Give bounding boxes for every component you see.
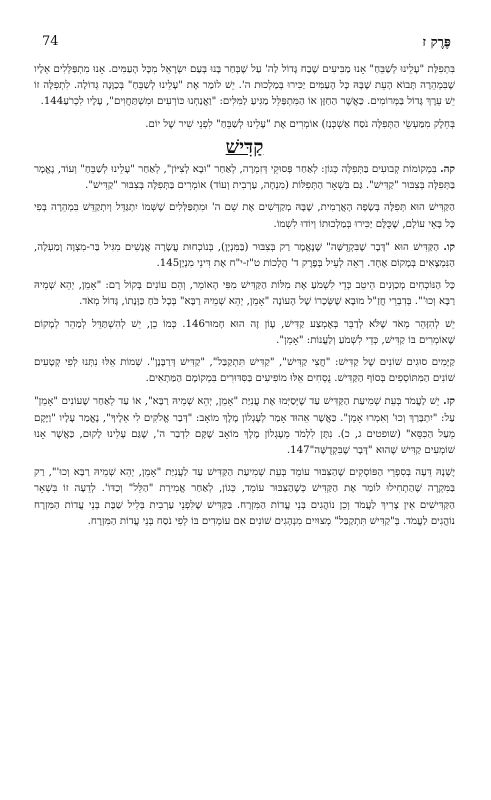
- page-header: [40, 34, 451, 56]
- law-text: בִּמְקוֹמוֹת קְבוּעִים בַּתְּפִלָּה כְּגוֹן: לְאַחַר פְּסוּקֵי דְּזִמְרָה, לְאַחַר "וּבָא לְצִיּוֹן", לְאַחַר "עָלֵינוּ לְשַׁבֵּחַ" וְעוֹד, נֶאֱמָר בַּתְּפִלָּה בְּצִבּוּר "קַדִּישׁ". גַּם בִּשְׁאָר הַתְּפִלּוֹת (מִנְחָה, עַרְבִית וְעוֹד) אוֹמְרִים בַּתְּפִלָּה בְּצִבּוּר "קַדִּישׁ".: [34, 164, 455, 192]
- paragraph-kaddish-answering: כָּל הַנּוֹכְחִים מְכַוְּנִים הֵיטֵב כְּדֵי לִשְׁמֹעַ אֶת מִלּוֹת הַקַּדִּישׁ מִפִּי הָאוֹמֵר, וְהֵם עוֹנִים בְּקוֹל רָם: "אָמֵן, יְהֵא שְׁמֵיהּ רַבָּא וְכוּ'". בְּדִבְרֵי חֲזַ"ל מוּבָא שֶׁשְּׂכָרוֹ שֶׁל הָעוֹנֶה "אָמֵן, יְהֵא שְׁמֵיהּ רַבָּא" בְּכָל כֹּחַ כַּוָּנָתוֹ, גָּדוֹל מְאֹד.: [34, 280, 455, 308]
- law-105: [34, 161, 455, 194]
- paragraph-kaddish-standing: יֶשְׁנָהּ דֵּעָה בְּסִפְרֵי הַפּוֹסְקִים שֶׁהַצִּבּוּר עוֹמֵד בְּעֵת שְׁמִיעַת הַקַּדִּישׁ עַד לַעֲנִיַּת "אָמֵן, יְהֵא שְׁמֵיהּ רַבָּא וְכוּ'", רַק בַּמִּקְרֶה שֶׁהַתְחִילוּ לוֹמַר אֶת הַקַּדִּישׁ כְּשֶׁהַצִּבּוּר עוֹמֵד, כְּגוֹן, לְאַחַר אֲמִירַת "הַלֵּל" וְכַדּוֹ'. לְדֵעָה זוֹ בִּשְׁאָר הַקַּדִּישִׁים אֵין צָרִיךְ לַעֲמֹד וְכֵן נוֹהֲגִים בְּנֵי עֲדוֹת הַמִּזְרָח. בַּקַּדִּישׁ שֶׁלִּפְנֵי עַרְבִית בְּלֵיל שַׁבָּת בְּנֵי עֲדוֹת הַמִּזְרָח נוֹהֲגִים לַעֲמֹד. בְּ"קַדִּישׁ תִּתְקַבַּל" מְצוּיִים מִנְהָגִים שׁוֹנִים אִם עוֹמְדִים בּוֹ לְפִי נֹסַח בְּנֵי עֲדוֹת הַמִּזְרָח.: [34, 467, 455, 527]
- law-number: קו.: [443, 240, 455, 253]
- law-107: [34, 393, 455, 459]
- law-number: קז.: [443, 395, 455, 408]
- paragraph-kaddish-talking: יֵשׁ לְהִזָּהֵר מְאֹד שֶׁלֹּא לְדַבֵּר בְּאֶמְצַע קַדִּישׁ, עָוֹן זֶה הוּא חָמוּר146. כְּמוֹ כֵן, יֵשׁ לְהִשְׁתַּדֵּל לְמַהֵר לְמָקוֹם שֶׁאוֹמְרִים בּוֹ קַדִּישׁ, כְּדֵי לִשְׁמֹעַ וְלַעֲנוֹת: "אָמֵן".: [34, 318, 455, 346]
- law-number: קה.: [440, 163, 455, 176]
- chapter-title: פֶּרֶק ז: [422, 35, 451, 50]
- law-text: יֵשׁ לַעֲמֹד בְּעֵת שְׁמִיעַת הַקַּדִּישׁ עַד שֶׁיְּסַיְּמוּ אֶת עֲנִיַּת "אָמֵן, יְהֵא שְׁמֵיהּ רַבָּא", אוֹ עַד לְאַחַר שֶׁעוֹנִים "אָמֵן" עַל: "יִתְבָּרַךְ וְכוּ' וְאִמְרוּ אָמֵן". כַּאֲשֶׁר אֵהוּד אָמַר לְעֶגְלוֹן מֶלֶךְ מוֹאָב: "דְּבַר אֱלֹקִים לִי אֵלֶיךָ", נֶאֱמַר עָלָיו "וַיָּקָם מֵעַל הַכִּסֵּא" (שופטים ג, כ). נִתָּן לִלְמֹד מֵעֶגְלוֹן מֶלֶךְ מוֹאָב שֶׁקָּם לִדְבַר ה', שֶׁגַּם עָלֵינוּ לָקוּם, כַּאֲשֶׁר אָנוּ שׁוֹמְעִים קַדִּישׁ שֶׁהוּא "דָּבָר שֶׁבִּקְדֻשָּׁה"147.: [34, 396, 455, 457]
- paragraph-aleinu: בִּתְפִלַּת "עָלֵינוּ לְשַׁבֵּחַ" אָנוּ מַבִּיעִים שֶׁבַח גָּדוֹל לַה' עַל שֶׁבְּחַר בָּנוּ בְּעַם יִשְׂרָאֵל מִכָּל הָעַמִּים. אָנוּ מִתְפַּלְּלִים אֵלָיו שֶׁבִּמְהֵרָה תָּבוֹא הָעֵת שֶׁבָּהּ כָּל הָעַמִּים יַכִּירוּ בְּמַלְכוּת ה'. יֵשׁ לוֹמַר אֶת "עָלֵינוּ לְשַׁבֵּחַ" בְּכַוָּנָה גְּדוֹלָה. לִתְפִלָּה זוֹ יֵשׁ עֵרֶךְ גָּדוֹל בַּמְּרוֹמִים. כַּאֲשֶׁר הַחַזָּן אוֹ הַמִּתְפַּלֵּל מַגִּיעַ לַמִּלִּים: "וַאֲנַחְנוּ כּוֹרְעִים וּמִשְׁתַּחֲוִים", עָלָיו לִכְרֹעַ144.: [34, 64, 455, 108]
- section-title: קַדִּישׁ: [225, 135, 264, 158]
- page-body: [34, 62, 455, 536]
- law-106: [34, 239, 455, 272]
- paragraph-kaddish-definition: הַקַּדִּישׁ הוּא תְּפִלָּה בְּשָׂפָה הָאֲרָמִית, שֶׁבָּהּ מְקַדְּשִׁים אֶת שֵׁם ה' וּמִתְפַּלְּלִים שֶׁשְּׁמוֹ יִתְגַּדֵּל וְיִתְקַדֵּשׁ בִּמְהֵרָה בְּפִי כָּל בָּאֵי עוֹלָם, שֶׁכֻּלָּם יַכִּירוּ בְּמַלְכוּתוֹ וְיוֹדוּ לִשְׁמוֹ.: [34, 202, 455, 230]
- paragraph-kaddish-types: קַיָּמִים סוּגִים שׁוֹנִים שֶׁל קַדִּישׁ: "חֲצִי קַדִּישׁ", "קַדִּישׁ תִּתְקַבַּל", "קַדִּישׁ דְּרַבָּנָן". שְׁמוֹת אֵלּוּ נִתְּנוּ לְפִי קְטָעִים שׁוֹנִים הַמִּתּוֹסְפִים בְּסוֹף הַקַּדִּישׁ. נֻסְחִים אֵלּוּ מוֹפִיעִים בַּסִּדּוּרִים בִּמְקוֹמָם הַמַּתְאִים.: [34, 357, 455, 385]
- page-number: 74: [42, 34, 59, 49]
- paragraph-aleinu-nusach: בְּחֵלֶק מִמַּעְשֵׂי הַתְּפִלָּה נֹסַח אַשְׁכְּנַז) אוֹמְרִים אֶת "עָלֵינוּ לְשַׁבֵּחַ" לִפְנֵי שִׁיר שֶׁל יוֹם.: [145, 118, 455, 130]
- law-text: הַקַּדִּישׁ הוּא "דָּבָר שֶׁבִּקְדֻשָּׁה" שֶׁנֶּאֱמָר רַק בְּצִבּוּר (בַּמִּנְיָן), בְּנוֹכְחוּת עֲשָׂרָה אֲנָשִׁים מִגִּיל בַּר-מִצְוָה וָמַעְלָה, הַנִּמְצָאִים בְּמָקוֹם אֶחָד. רְאֵה לְעֵיל בְּפֶרֶק ד' הֲלָכוֹת ט"ז-י"ח אֶת דִּינֵי מִנְיָן145.: [34, 241, 455, 270]
